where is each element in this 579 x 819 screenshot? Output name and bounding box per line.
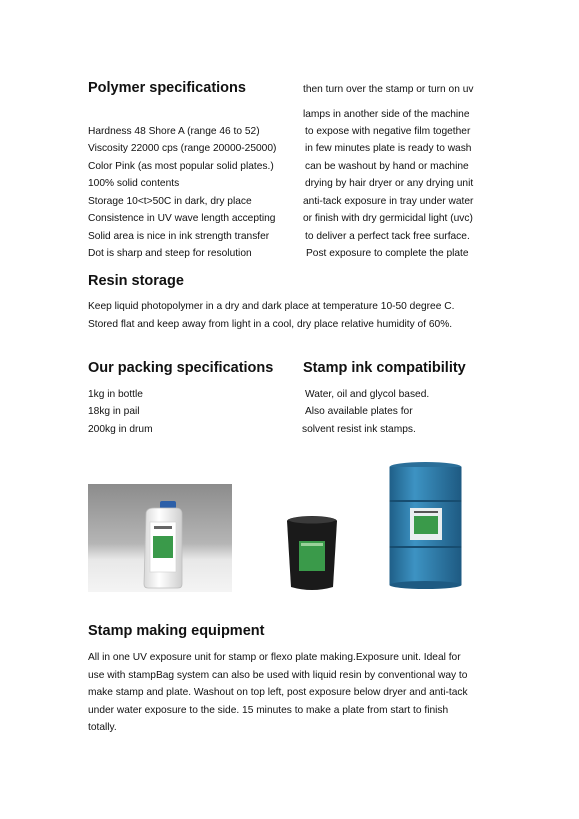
equipment-line: All in one UV exposure unit for stamp or flexo plate making.Exposure unit. Ideal for [88,652,461,663]
process-line: lamps in another side of the machine [303,109,470,120]
polymer-spec: Consistence in UV wave length accepting [88,213,276,224]
polymer-spec: Viscosity 22000 cps (range 20000-25000) [88,143,277,154]
resin-line: Keep liquid photopolymer in a dry and dark place at temperature 10-50 degree C. [88,301,455,312]
equipment-line: use with stampBag system can also be used with liquid resin by conventional way to [88,670,468,681]
resin-heading: Resin storage [88,273,184,289]
pail-photo [285,515,339,591]
packing-item: 200kg in drum [88,424,153,435]
process-line: anti-tack exposure in tray under water [303,196,474,207]
process-line: or finish with dry germicidal light (uvc) [303,213,473,224]
process-line: drying by hair dryer or any drying unit [305,178,474,189]
polymer-spec: Dot is sharp and steep for resolution [88,248,252,259]
process-line: to deliver a perfect tack free surface. [305,231,470,242]
equipment-line: make stamp and plate. Washout on top left, post exposure below dryer and anti-tack [88,687,468,698]
drum-photo [388,462,463,590]
polymer-spec: Storage 10<t>50C in dark, dry place [88,196,252,207]
polymer-heading: Polymer specifications [88,80,246,96]
polymer-spec: Hardness 48 Shore A (range 46 to 52) [88,126,260,137]
equipment-line: totally. [88,722,117,733]
process-line: in few minutes plate is ready to wash [305,143,472,154]
equipment-line: under water exposure to the side. 15 minutes to make a plate from start to finish [88,705,449,716]
packing-item: 1kg in bottle [88,389,143,400]
process-line: then turn over the stamp or turn on uv [303,84,474,95]
ink-line: Water, oil and glycol based. [305,389,430,400]
polymer-spec: 100% solid contents [88,178,180,189]
process-line: Post exposure to complete the plate [306,248,469,259]
bottle-photo [88,484,232,592]
packing-heading: Our packing specifications [88,360,274,376]
process-line: to expose with negative film together [305,126,471,137]
ink-line: solvent resist ink stamps. [302,424,416,435]
ink-heading: Stamp ink compatibility [303,360,466,376]
polymer-spec: Solid area is nice in ink strength transfer [88,231,270,242]
equipment-heading: Stamp making equipment [88,623,265,639]
process-line: can be washout by hand or machine [305,161,469,172]
ink-line: Also available plates for [305,406,413,417]
polymer-spec: Color Pink (as most popular solid plates.) [88,161,274,172]
resin-line: Stored flat and keep away from light in a cool, dry place relative humidity of 60%. [88,319,453,330]
packing-item: 18kg in pail [88,406,140,417]
